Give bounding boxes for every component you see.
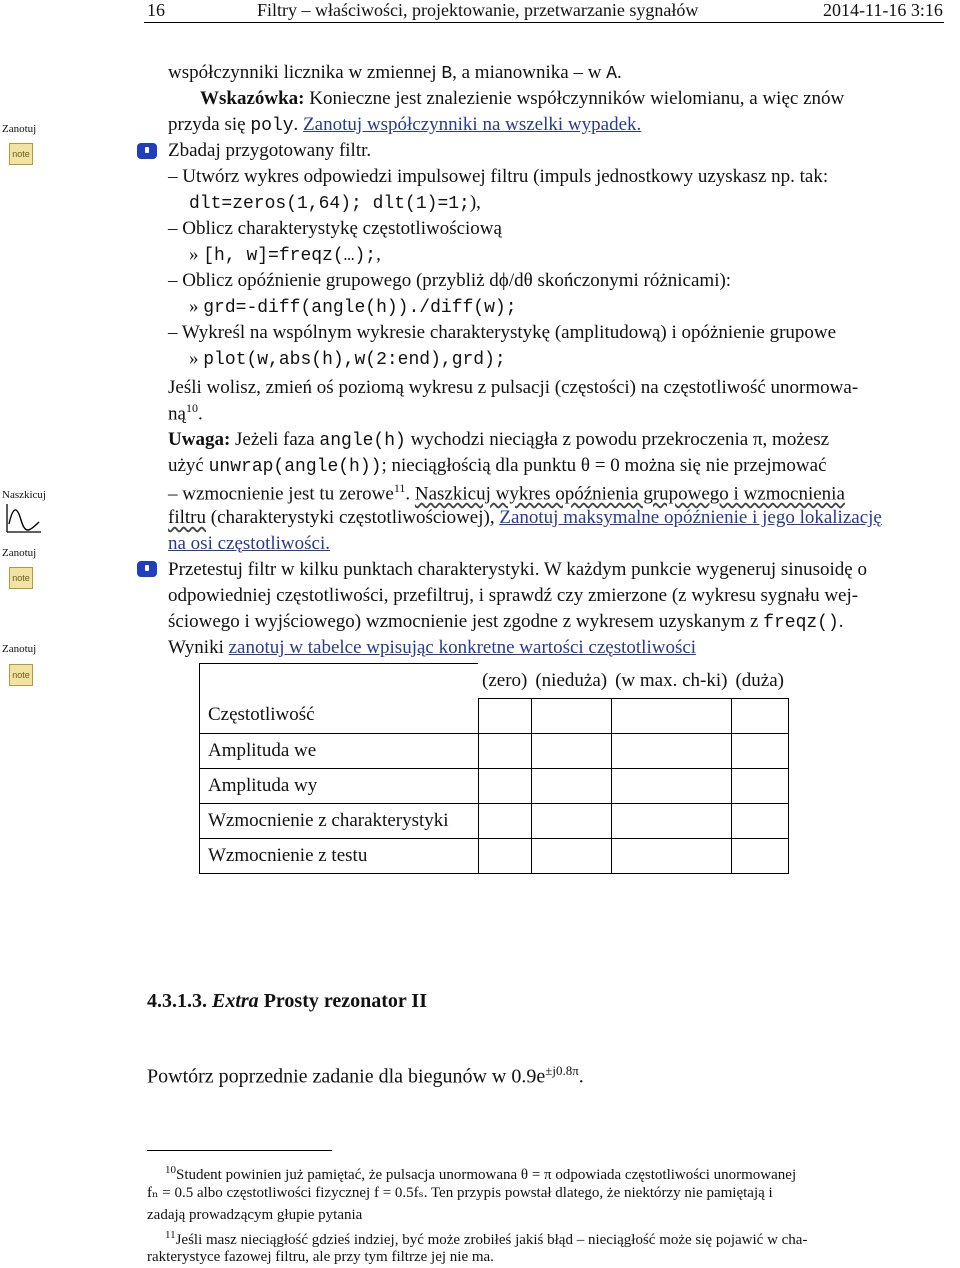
- row-label: Wzmocnienie z testu: [200, 838, 479, 873]
- code-line: » [h, w]=freqz(…);,: [189, 244, 381, 266]
- table-row: [200, 838, 789, 873]
- note-icon[interactable]: note: [9, 143, 33, 165]
- row-label: Wzmocnienie z charakterystyki: [200, 803, 479, 838]
- page-number: 16: [147, 0, 165, 20]
- code-line: » grd=-diff(angle(h))./diff(w);: [189, 296, 517, 318]
- table-cell[interactable]: [731, 768, 788, 803]
- text-line: użyć unwrap(angle(h)); nieciągłością dla punktu θ = 0 można się nie przejmować: [168, 455, 827, 477]
- text-line: Wyniki zanotuj w tabelce wpisując konkretne wartości częstotliwości: [168, 637, 697, 658]
- table-cell[interactable]: [611, 768, 731, 803]
- hint-line: Wskazówka: Konieczne jest znalezienie współczynników wielomianu, a więc znów: [200, 88, 845, 109]
- table-cell[interactable]: [478, 838, 531, 873]
- row-label: Amplituda we: [200, 733, 479, 768]
- table-row: [200, 803, 789, 838]
- note-link[interactable]: zanotuj w tabelce wpisując konkretne wartości częstotliwości: [228, 637, 697, 658]
- note-icon[interactable]: note: [9, 664, 33, 686]
- table-cell[interactable]: [478, 733, 531, 768]
- table-header-row: [200, 664, 789, 699]
- text-line: Jeśli wolisz, zmień oś poziomą wykresu z pulsacji (częstości) na częstotliwość unormowa-: [168, 377, 859, 398]
- table-cell[interactable]: [611, 733, 731, 768]
- footnote-10-line: zadają prowadzącym głupie pytania: [147, 1207, 363, 1223]
- table-cell[interactable]: [478, 768, 531, 803]
- col-header: (nieduża): [535, 669, 608, 691]
- running-title: Filtry – właściwości, projektowanie, przetwarzanie sygnałów: [257, 0, 699, 20]
- table-cell[interactable]: [531, 838, 611, 873]
- col-header: (duża): [735, 669, 785, 691]
- footnote-11: $^{11}$Jeśli masz nieciągłość gdzieś indziej, być może zrobiłeś jakiś błąd – nieciągłość może się pojawić w cha-: [165, 1229, 808, 1248]
- info-pin-icon[interactable]: [137, 561, 157, 577]
- text-line: [168, 533, 330, 555]
- note-link[interactable]: na osi częstotliwości.: [168, 533, 330, 554]
- footnote-rule: [147, 1150, 332, 1151]
- table-cell[interactable]: [611, 698, 731, 733]
- note-icon[interactable]: note: [9, 567, 33, 589]
- table-row: [200, 733, 789, 768]
- row-label: Amplituda wy: [200, 768, 479, 803]
- text-line: filtru (charakterystyki częstotliwościowej), Zanotuj maksymalne opóźnienie i jego lokalizację: [168, 507, 882, 528]
- margin-zanotuj-1[interactable]: Zanotuj: [2, 123, 37, 135]
- bullet-line: – Oblicz opóźnienie grupowego (przybliż dϕ/dθ skończonymi różnicami):: [168, 270, 732, 291]
- bullet-line: – Utwórz wykres odpowiedzi impulsowej filtru (impuls jednostkowy uzyskasz np. tak:: [168, 166, 829, 187]
- note-link[interactable]: Zanotuj maksymalne opóźnienie i jego lokalizację: [499, 507, 882, 528]
- sketch-icon[interactable]: [3, 502, 43, 536]
- table-cell[interactable]: [731, 838, 788, 873]
- text-line: $ną^{10}$.: [168, 401, 203, 425]
- table-cell[interactable]: [611, 838, 731, 873]
- text-line: Zbadaj przygotowany filtr.: [168, 140, 372, 161]
- sketch-link[interactable]: Naszkicuj wykres opóźnienia grupowego i wzmocnienia: [414, 483, 845, 505]
- margin-naszkicuj[interactable]: Naszkicuj: [2, 489, 46, 501]
- header-rule: [144, 22, 944, 23]
- results-table: [199, 663, 789, 874]
- margin-zanotuj-3[interactable]: Zanotuj: [2, 643, 37, 655]
- section-text: Powtórz poprzednie zadanie dla biegunów w $0.9e^{\pm j0.8\pi}$.: [147, 1063, 584, 1088]
- timestamp: 2014-11-16 3:16: [823, 0, 943, 20]
- warning-line: Uwaga: Jeżeli faza angle(h) wychodzi nieciągła z powodu przekroczenia π, możesz: [168, 429, 830, 451]
- note-link[interactable]: Zanotuj współczynniki na wszelki wypadek.: [303, 114, 642, 135]
- footnote-10-line: fₙ = 0.5 albo częstotliwości fizycznej f = 0.5fₛ. Ten przypis powstał dlatego, że niektórzy nie pamiętają i: [147, 1185, 773, 1201]
- margin-zanotuj-2[interactable]: Zanotuj: [2, 547, 37, 559]
- row-label: Częstotliwość: [200, 698, 479, 733]
- text-line: współczynniki licznika w zmiennej B, a mianownika – w A.: [168, 62, 622, 84]
- code-line: dlt=zeros(1,64); dlt(1)=1;),: [189, 192, 481, 214]
- table-cell[interactable]: [531, 733, 611, 768]
- info-pin-icon[interactable]: [137, 143, 157, 159]
- page-header: [0, 0, 960, 22]
- table-cell[interactable]: [731, 733, 788, 768]
- text-line: Przetestuj filtr w kilku punktach charakterystyki. W każdym punkcie wygeneruj sinusoidę o: [168, 559, 867, 580]
- table-cell[interactable]: [478, 803, 531, 838]
- table-row: [200, 698, 789, 733]
- bullet-line: – Wykreśl na wspólnym wykresie charakterystykę (amplitudową) i opóżnienie grupowe: [168, 322, 837, 343]
- text-line: przyda się poly. Zanotuj współczynniki na wszelki wypadek.: [168, 114, 642, 136]
- footnote-10: $^{10}$Student powinien już pamiętać, że pulsacja unormowana θ = π odpowiada częstotliwości unormowanej: [165, 1164, 797, 1183]
- footnote-11-line: rakterystyce fazowej filtru, ale przy tym filtrze jej nie ma.: [147, 1249, 494, 1265]
- col-header: (zero): [482, 669, 528, 691]
- text-line: – wzmocnienie jest tu zerowe$^{11}$. Naszkicuj wykres opóźnienia grupowego i wzmocnienia: [168, 481, 845, 505]
- bullet-line: – Oblicz charakterystykę częstotliwościową: [168, 218, 502, 239]
- text-line: ściowego i wyjściowego) wzmocnienie jest zgodne z wykresem uzyskanym z freqz().: [168, 611, 844, 633]
- code-line: » plot(w,abs(h),w(2:end),grd);: [189, 348, 506, 370]
- table-corner-cell: [200, 664, 479, 699]
- text-line: odpowiedniej częstotliwości, przefiltruj, i sprawdź czy zmierzone (z wykresu sygnału wej-: [168, 585, 859, 606]
- table-cell[interactable]: [611, 803, 731, 838]
- section-heading: 4.3.1.3. Extra Prosty rezonator II: [147, 990, 427, 1012]
- table-row: [200, 768, 789, 803]
- table-cell[interactable]: [731, 803, 788, 838]
- table-cell[interactable]: [531, 768, 611, 803]
- table-cell[interactable]: [478, 698, 531, 733]
- sketch-link[interactable]: filtru: [168, 507, 206, 528]
- table-cell[interactable]: [731, 698, 788, 733]
- table-cell[interactable]: [531, 698, 611, 733]
- table-cell[interactable]: [531, 803, 611, 838]
- col-header: (w max. ch-ki): [615, 669, 728, 691]
